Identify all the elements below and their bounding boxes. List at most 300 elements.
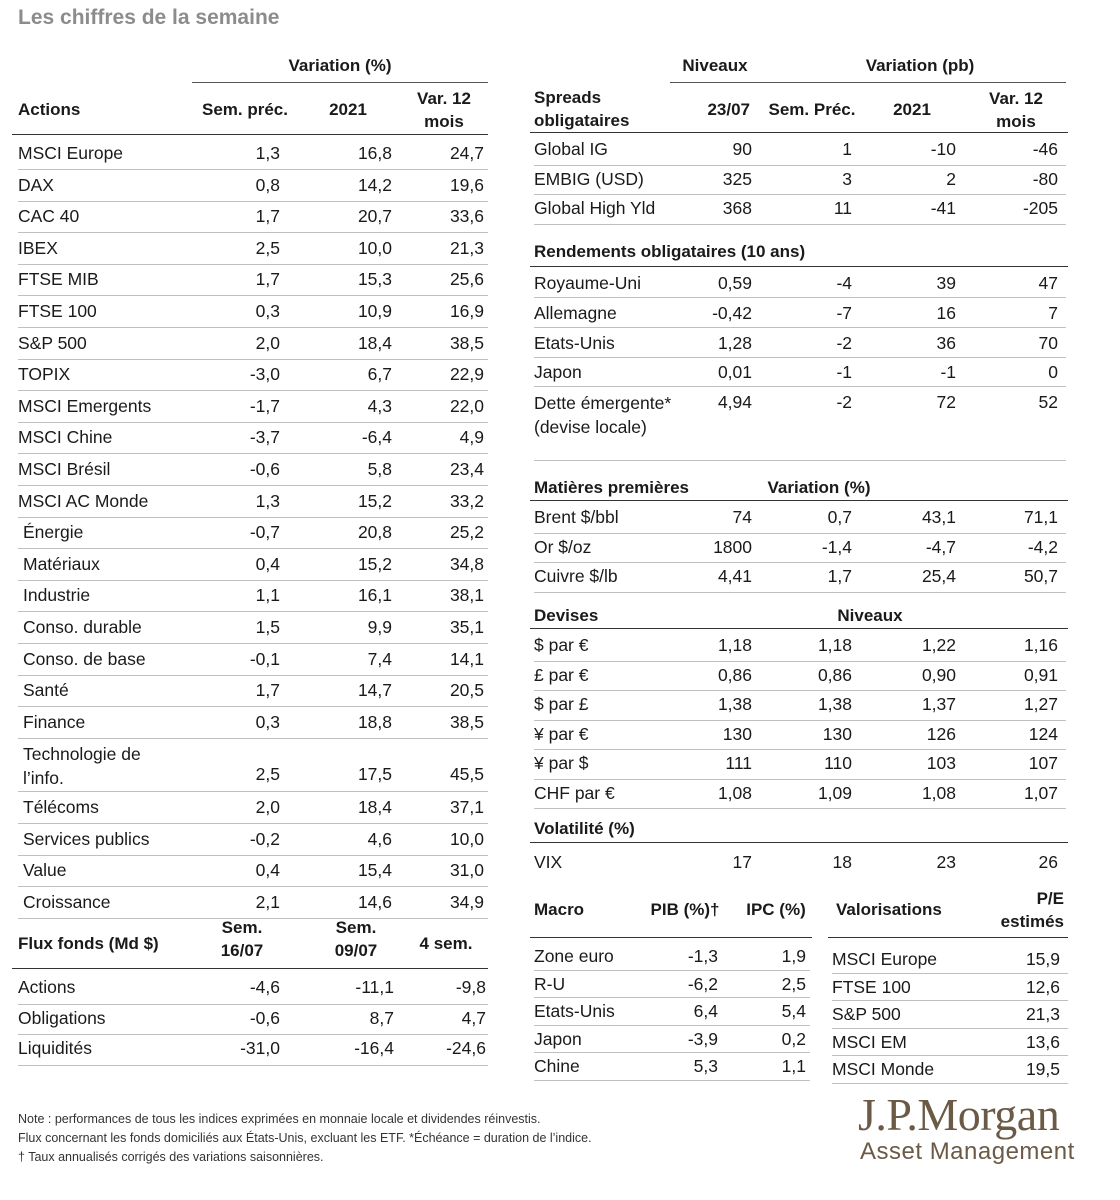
page-title: Les chiffres de la semaine	[18, 6, 280, 29]
valuation-row	[832, 1054, 1068, 1082]
equity-row	[18, 486, 488, 516]
rule	[530, 500, 1068, 501]
fund-flow-row	[18, 972, 488, 1003]
macro-value: 1,9	[781, 946, 806, 966]
equity-value: 16,8	[357, 143, 392, 163]
valuation-row	[832, 944, 1068, 972]
currency-label: CHF par €	[534, 782, 615, 803]
macro-value: 5,3	[693, 1056, 718, 1076]
equity-row	[18, 612, 488, 642]
commodity-value: 1,7	[827, 566, 852, 586]
equity-value: 33,2	[449, 490, 484, 511]
spread-value: 1	[842, 139, 852, 159]
currency-value: 110	[824, 753, 852, 773]
fund-flow-row	[18, 1003, 488, 1034]
volatility-value: 23	[936, 852, 956, 872]
currency-value: 1,38	[717, 694, 752, 714]
rule	[828, 937, 1068, 938]
equity-value: 14,6	[357, 891, 392, 912]
commodities-group-header: Variation (%)	[767, 478, 871, 497]
spread-value: 368	[722, 198, 752, 218]
commodity-label: Or $/oz	[534, 536, 592, 557]
equity-value: 0,4	[255, 860, 280, 881]
macro-row	[534, 1024, 810, 1052]
equity-value: 22,0	[449, 395, 484, 416]
yields-header: Rendements obligataires (10 ans)	[534, 242, 806, 261]
equity-label: Technologie de l’info.	[23, 744, 141, 789]
spread-label: EMBIG (USD)	[534, 168, 644, 189]
equity-value: 0,8	[255, 174, 280, 195]
rule	[530, 937, 812, 938]
equity-value: 17,5	[357, 764, 392, 785]
currency-row	[534, 719, 1066, 749]
macro-header-label: Macro	[534, 900, 585, 919]
rule	[670, 82, 1066, 83]
rule	[12, 134, 488, 135]
volatility-value: 17	[732, 852, 752, 872]
equity-value: -0,2	[249, 828, 280, 849]
fund-flow-value: -0,6	[249, 1007, 280, 1028]
equity-value: 15,3	[357, 269, 392, 290]
valuation-label: FTSE 100	[832, 976, 911, 997]
equity-value: -3,7	[249, 427, 280, 448]
currency-value: 0,86	[817, 664, 852, 685]
rule	[18, 1065, 488, 1066]
valuation-label: S&P 500	[832, 1004, 901, 1024]
equity-value: -1,7	[249, 395, 280, 416]
yield-value: -4	[836, 273, 852, 293]
valuation-row	[832, 972, 1068, 1000]
yield-label: Dette émergente* (devise locale)	[534, 393, 672, 437]
currencies-group-header: Niveaux	[837, 606, 903, 625]
spread-row	[534, 164, 1066, 194]
equity-value: 0,4	[255, 553, 280, 574]
commodity-row	[534, 532, 1066, 562]
macro-header-cpi: IPC (%)	[746, 900, 806, 919]
equity-row	[18, 138, 488, 168]
fund-flow-label: Actions	[18, 977, 76, 997]
fund-flow-value: -4,6	[249, 977, 280, 997]
macro-label: R-U	[534, 973, 566, 994]
yield-label: Royaume-Uni	[534, 273, 641, 293]
macro-value: 1,1	[781, 1056, 806, 1076]
equity-value: 20,8	[357, 522, 392, 543]
equity-value: 14,2	[357, 174, 392, 195]
equity-label: Value	[23, 860, 67, 881]
rule	[530, 842, 1068, 843]
macro-value: 6,4	[693, 1001, 718, 1021]
commodity-value: 74	[732, 507, 752, 527]
volatility-value: 18	[832, 852, 852, 872]
yield-value: 7	[1048, 303, 1058, 323]
equity-label: MSCI Europe	[18, 143, 124, 163]
equity-value: 2,0	[255, 797, 280, 817]
currency-value: 1,09	[817, 782, 852, 803]
equity-value: 2,5	[255, 764, 280, 785]
rule	[530, 266, 1068, 267]
volatility-header: Volatilité (%)	[534, 819, 635, 838]
volatility-label: VIX	[534, 852, 563, 872]
equity-label: CAC 40	[18, 206, 80, 227]
spread-value: -41	[930, 198, 956, 218]
yield-value: 0,01	[717, 362, 752, 382]
equity-value: -6,4	[361, 427, 392, 448]
equity-row	[18, 359, 488, 389]
equity-value: 25,6	[449, 269, 484, 290]
equity-value: 38,5	[449, 332, 484, 353]
equity-row	[18, 644, 488, 674]
yield-row	[534, 268, 1066, 296]
yield-label: Japon	[534, 362, 582, 382]
fund-flow-value: -9,8	[455, 977, 486, 997]
equity-value: 18,4	[357, 332, 392, 353]
yield-row	[534, 328, 1066, 356]
commodity-value: -4,7	[925, 536, 956, 557]
rule	[534, 224, 1066, 225]
yield-value: -0,42	[712, 303, 752, 323]
equity-value: 0,3	[255, 711, 280, 732]
commodity-value: -4,2	[1027, 536, 1058, 557]
commodity-value: 71,1	[1023, 507, 1058, 527]
yield-value: 39	[936, 273, 956, 293]
equity-value: 35,1	[449, 617, 484, 637]
yield-label: Etats-Unis	[534, 333, 615, 353]
macro-value: -6,2	[687, 973, 718, 994]
spreads-header-date: 23/07	[707, 100, 750, 119]
fund-flow-value: 4,7	[461, 1007, 486, 1028]
equity-value: 21,3	[449, 237, 484, 258]
equity-value: 1,1	[255, 585, 280, 606]
currency-value: 107	[1028, 753, 1058, 773]
equity-label: DAX	[18, 174, 54, 195]
macro-value: -3,9	[687, 1028, 718, 1049]
equity-label: Conso. de base	[23, 648, 146, 669]
equity-label: Matériaux	[23, 553, 100, 574]
equity-label: Énergie	[23, 522, 84, 543]
equity-value: 6,7	[367, 364, 392, 385]
asset-management-logo: Asset Management	[860, 1138, 1075, 1165]
equity-value: 1,3	[255, 490, 280, 511]
equity-value: 16,9	[449, 301, 484, 321]
equity-value: 37,1	[449, 797, 484, 817]
equity-row	[18, 738, 488, 790]
currency-value: 0,91	[1023, 664, 1058, 685]
commodity-label: Brent $/bbl	[534, 507, 619, 527]
macro-value: 0,2	[781, 1028, 806, 1049]
equity-label: TOPIX	[18, 364, 71, 385]
equity-value: -3,0	[249, 364, 280, 385]
spreads-group-variation: Variation (pb)	[865, 56, 975, 75]
fund-flow-value: -16,4	[354, 1038, 394, 1058]
flows-header-week2: Sem. 09/07	[334, 918, 378, 960]
equity-label: FTSE 100	[18, 301, 97, 321]
currency-label: ¥ par €	[534, 723, 589, 744]
currency-value: 130	[722, 723, 752, 744]
equity-value: -0,1	[249, 648, 280, 669]
yield-value: 16	[936, 303, 956, 323]
fund-flow-value: -24,6	[446, 1038, 486, 1058]
currency-value: 1,22	[921, 635, 956, 655]
volatility-value: 26	[1038, 852, 1058, 872]
equity-value: 38,1	[449, 585, 484, 606]
yield-value: 0,59	[717, 273, 752, 293]
macro-row	[534, 941, 810, 969]
rule	[530, 132, 1068, 133]
rule	[12, 968, 488, 969]
yield-row	[534, 357, 1066, 385]
equity-value: 38,5	[449, 711, 484, 732]
equity-label: MSCI AC Monde	[18, 490, 149, 511]
spreads-header-ytd: 2021	[893, 100, 931, 119]
yield-value: 47	[1038, 273, 1058, 293]
equity-value: 10,0	[357, 237, 392, 258]
currency-value: 103	[926, 753, 956, 773]
jpmorgan-logo: J.P.Morgan	[858, 1089, 1060, 1140]
valuation-value: 21,3	[1025, 1004, 1060, 1024]
equity-row	[18, 855, 488, 885]
equity-label: IBEX	[18, 237, 58, 258]
currency-label: £ par €	[534, 664, 589, 685]
equity-value: 9,9	[367, 617, 392, 637]
equity-value: 2,1	[255, 891, 280, 912]
yield-label: Allemagne	[534, 303, 617, 323]
valuation-row	[832, 999, 1068, 1027]
equity-row	[18, 170, 488, 200]
commodity-value: 1800	[713, 536, 752, 557]
macro-label: Japon	[534, 1028, 582, 1049]
equity-label: Télécoms	[23, 797, 99, 817]
equity-value: 14,7	[357, 680, 392, 701]
valuation-value: 12,6	[1025, 976, 1060, 997]
equities-header-label: Actions	[18, 100, 81, 119]
yield-value: 52	[1038, 392, 1058, 412]
spread-value: -46	[1032, 139, 1058, 159]
currency-label: $ par €	[534, 635, 589, 655]
spreads-header-12m: Var. 12 mois	[989, 89, 1043, 131]
fund-flow-value: -31,0	[240, 1038, 280, 1058]
equity-value: 4,3	[367, 395, 392, 416]
macro-header-gdp: PIB (%)†	[650, 900, 720, 919]
yield-value: -2	[836, 333, 852, 353]
fund-flow-label: Liquidités	[18, 1038, 92, 1058]
yield-value: -1	[940, 362, 956, 382]
equity-row	[18, 264, 488, 294]
yield-value: -7	[836, 303, 852, 323]
currency-row	[534, 660, 1066, 690]
equity-value: 45,5	[449, 764, 484, 785]
flows-header-label: Flux fonds (Md $)	[18, 934, 159, 953]
valuation-value: 13,6	[1025, 1031, 1060, 1052]
commodity-row	[534, 502, 1066, 532]
currency-value: 0,86	[717, 664, 752, 685]
equity-value: 25,2	[449, 522, 484, 543]
rule	[534, 460, 1066, 461]
valuations-header-label: Valorisations	[836, 900, 942, 919]
currency-row	[534, 630, 1066, 660]
equity-value: 20,5	[449, 680, 484, 701]
rule	[832, 1083, 1068, 1084]
commodity-value: -1,4	[821, 536, 852, 557]
equity-label: FTSE MIB	[18, 269, 99, 290]
spread-label: Global IG	[534, 139, 608, 159]
macro-label: Etats-Unis	[534, 1001, 615, 1021]
currency-value: 111	[725, 753, 752, 773]
equity-value: 15,2	[357, 553, 392, 574]
equity-value: 34,9	[449, 891, 484, 912]
equity-label: Conso. durable	[23, 617, 142, 637]
commodity-value: 0,7	[827, 507, 852, 527]
equity-value: 31,0	[449, 860, 484, 881]
macro-value: -1,3	[687, 946, 718, 966]
equity-value: 18,8	[357, 711, 392, 732]
commodity-value: 43,1	[921, 507, 956, 527]
equity-value: 23,4	[449, 459, 484, 479]
equity-row	[18, 707, 488, 737]
equity-row	[18, 549, 488, 579]
footnote: Note : performances de tous les indices exprimées en monnaie locale et dividendes réinvestis.	[18, 1112, 541, 1126]
equity-label: Services publics	[23, 828, 150, 849]
spreads-header-prev-week: Sem. Préc.	[768, 100, 856, 119]
volatility-row	[534, 847, 1066, 877]
yield-row	[534, 298, 1066, 326]
equity-value: 2,5	[255, 237, 280, 258]
currency-label: $ par £	[534, 694, 589, 714]
macro-row	[534, 969, 810, 997]
equity-value: 5,8	[367, 459, 392, 479]
currency-label: ¥ par $	[534, 753, 589, 773]
currencies-header: Devises	[534, 606, 599, 625]
equity-value: 20,7	[357, 206, 392, 227]
equity-value: 34,8	[449, 553, 484, 574]
equity-row	[18, 391, 488, 421]
currency-row	[534, 689, 1066, 719]
spread-row	[534, 134, 1066, 164]
commodity-value: 4,41	[717, 566, 752, 586]
valuation-row	[832, 1027, 1068, 1055]
spread-value: 90	[732, 139, 752, 159]
equities-header-12m: Var. 12 mois	[417, 89, 471, 131]
macro-label: Chine	[534, 1056, 580, 1076]
equities-group-header: Variation (%)	[288, 56, 392, 75]
equity-row	[18, 824, 488, 854]
fund-flow-label: Obligations	[18, 1007, 106, 1028]
valuation-label: MSCI EM	[832, 1031, 907, 1052]
currency-value: 124	[1028, 723, 1058, 744]
commodities-header: Matières premières	[534, 478, 689, 497]
rule	[534, 1080, 810, 1081]
equity-value: 2,0	[255, 332, 280, 353]
valuation-label: MSCI Monde	[832, 1059, 935, 1079]
spreads-group-levels: Niveaux	[682, 56, 748, 75]
yield-value: 1,28	[717, 333, 752, 353]
equity-value: 1,7	[255, 680, 280, 701]
equity-label: Croissance	[23, 891, 111, 912]
rule	[534, 592, 1066, 593]
equity-label: Finance	[23, 711, 86, 732]
equity-value: 10,0	[449, 828, 484, 849]
equity-value: -0,6	[249, 459, 280, 479]
macro-value: 5,4	[781, 1001, 806, 1021]
currency-value: 1,18	[717, 635, 752, 655]
spread-value: -80	[1032, 168, 1058, 189]
footnote: Flux concernant les fonds domiciliés aux États-Unis, excluant les ETF. *Échéance = duration de l’indice.	[18, 1131, 592, 1145]
valuations-header-pe: P/E estimés	[1000, 889, 1064, 931]
yield-value: 0	[1048, 362, 1058, 382]
equity-value: 1,7	[255, 269, 280, 290]
valuation-value: 15,9	[1025, 949, 1060, 969]
commodity-value: 25,4	[921, 566, 956, 586]
equity-value: 4,6	[367, 828, 392, 849]
yield-row	[534, 387, 1066, 459]
macro-label: Zone euro	[534, 946, 614, 966]
yield-value: -2	[836, 392, 852, 412]
equity-label: Santé	[23, 680, 69, 701]
equity-label: MSCI Emergents	[18, 395, 152, 416]
currency-value: 1,18	[817, 635, 852, 655]
equity-value: 16,1	[357, 585, 392, 606]
equity-row	[18, 296, 488, 326]
equity-row	[18, 580, 488, 610]
equity-label: MSCI Chine	[18, 427, 113, 448]
equity-row	[18, 792, 488, 822]
spread-value: 3	[842, 168, 852, 189]
valuation-label: MSCI Europe	[832, 949, 938, 969]
equity-value: 7,4	[367, 648, 392, 669]
equities-header-prev-week: Sem. préc.	[202, 100, 288, 119]
rule	[192, 82, 488, 83]
equity-value: 24,7	[449, 143, 484, 163]
spread-label: Global High Yld	[534, 198, 656, 218]
currency-value: 0,90	[921, 664, 956, 685]
footnote: † Taux annualisés corrigés des variations saisonnières.	[18, 1150, 324, 1164]
equity-value: 19,6	[449, 174, 484, 195]
commodity-row	[534, 561, 1066, 591]
currency-value: 1,38	[817, 694, 852, 714]
currency-value: 1,08	[921, 782, 956, 803]
valuation-value: 19,5	[1025, 1059, 1060, 1079]
yield-value: 70	[1038, 333, 1058, 353]
fund-flow-row	[18, 1033, 488, 1064]
yield-value: 72	[936, 392, 956, 412]
equity-row	[18, 422, 488, 452]
commodity-label: Cuivre $/lb	[534, 566, 618, 586]
equity-row	[18, 675, 488, 705]
fund-flow-value: -11,1	[355, 977, 394, 997]
currency-value: 1,08	[717, 782, 752, 803]
equity-value: 33,6	[449, 206, 484, 227]
equity-row	[18, 887, 488, 917]
equity-row	[18, 328, 488, 358]
equity-label: S&P 500	[18, 332, 87, 353]
commodity-value: 50,7	[1023, 566, 1058, 586]
flows-header-week1: Sem. 16/07	[220, 918, 264, 960]
equity-value: 22,9	[449, 364, 484, 385]
equity-row	[18, 201, 488, 231]
yield-value: 36	[936, 333, 956, 353]
macro-row	[534, 996, 810, 1024]
equity-value: 15,2	[357, 490, 392, 511]
fund-flow-value: 8,7	[369, 1007, 394, 1028]
equity-label: Industrie	[23, 585, 91, 606]
spreads-header-label: Spreads obligataires	[534, 88, 630, 130]
equity-label: MSCI Brésil	[18, 459, 111, 479]
macro-row	[534, 1051, 810, 1079]
equity-value: 18,4	[357, 797, 392, 817]
spread-value: 2	[946, 168, 956, 189]
equity-value: 4,9	[459, 427, 484, 448]
rule	[530, 628, 1068, 629]
currency-value: 1,16	[1023, 635, 1058, 655]
